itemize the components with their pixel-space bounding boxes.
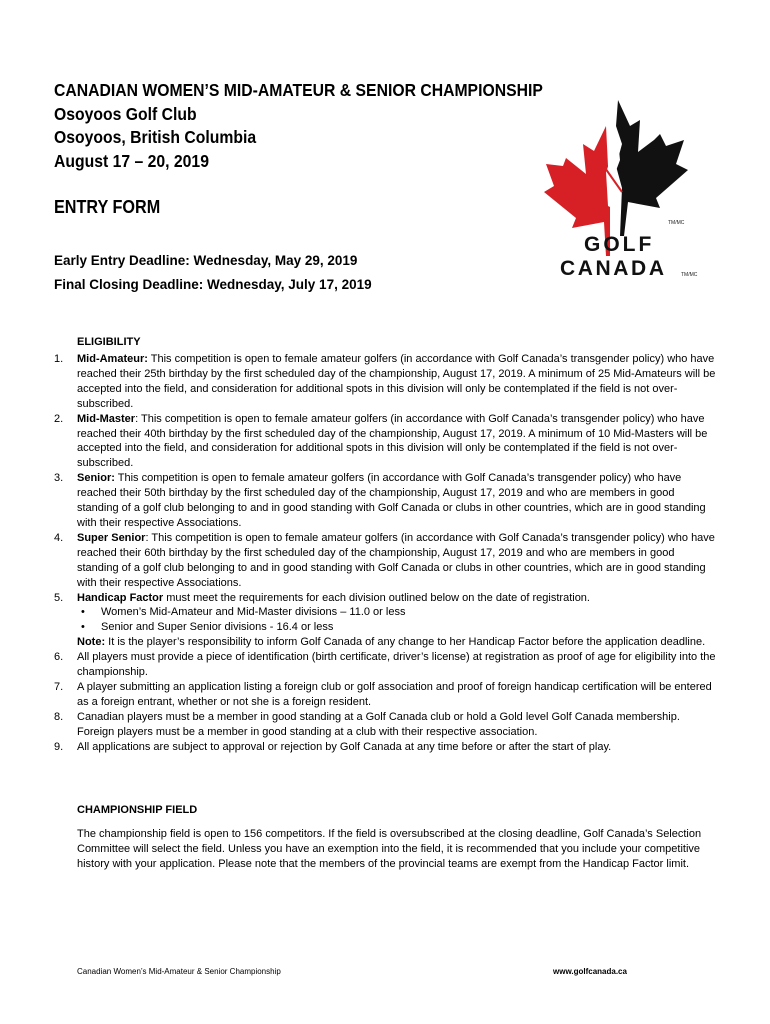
item-number: 5. <box>54 591 64 604</box>
handicap-note <box>54 635 719 650</box>
venue-location: Osoyoos, British Columbia <box>54 127 257 147</box>
bullet-dot: • <box>81 621 85 634</box>
eligibility-item <box>54 740 719 755</box>
item-number: 1. <box>54 353 64 365</box>
event-dates: August 17 – 20, 2019 <box>54 150 209 171</box>
eligibility-list <box>54 352 719 754</box>
item-text: : This competition is open to female amateur golfers (in accordance with Golf Canada’s transgender policy) who have reached their 60th birthday by the first scheduled day of the championship, August 17, 2019 and who are members in good standing of a golf club belonging to and in good standing with Golf Canada or clubs in other countries, which are in good standing with their respective Associations. <box>77 531 715 589</box>
item-number: 2. <box>54 412 64 425</box>
footer-website: www.golfcanada.ca <box>553 967 627 976</box>
eligibility-item <box>54 710 719 740</box>
note-text: It is the player’s responsibility to inform Golf Canada of any change to her Handicap Factor before the application deadline. <box>105 636 706 649</box>
deadlines <box>54 249 372 297</box>
item-text: This competition is open to female amateur golfers (in accordance with Golf Canada’s transgender policy) who have reached their 25th birthday by the first scheduled day of the championship, August 17, 2019. A minimum of 25 Mid-Amateurs will be accepted into the field, and consideration for additional spots in this division will only be contemplated if the field is not over-subscribed. <box>77 353 716 410</box>
eligibility-item <box>54 531 719 591</box>
bullet-text: Senior and Super Senior divisions - 16.4 or less <box>101 621 334 634</box>
bullet-dot: • <box>81 606 85 619</box>
note-lead: Note: <box>77 636 106 649</box>
item-number: 4. <box>54 531 64 544</box>
item-number: 7. <box>54 680 64 693</box>
eligibility-item <box>54 471 719 531</box>
item-text: A player submitting an application listing a foreign club or golf association and proof of foreign handicap certification will be entered as a foreign entrant, whether or not she is a foreign resident. <box>77 680 712 708</box>
item-text: must meet the requirements for each division outlined below on the date of registration. <box>163 591 590 604</box>
eligibility-item <box>54 650 719 680</box>
handicap-bullet <box>54 620 719 635</box>
item-number: 3. <box>54 472 64 485</box>
form-title: ENTRY FORM <box>54 197 161 217</box>
eligibility-item <box>54 412 719 472</box>
championship-title-block <box>54 79 543 173</box>
item-text: Canadian players must be a member in good standing at a Golf Canada club or hold a Gold level Golf Canada membership. Foreign players must be a member in good standing at a club with their respective association. <box>77 710 680 738</box>
final-closing-deadline: Final Closing Deadline: Wednesday, July 17, 2019 <box>54 277 372 292</box>
eligibility-item <box>54 680 719 710</box>
venue-name: Osoyoos Golf Club <box>54 103 197 124</box>
maple-leaf-black-half <box>616 100 688 236</box>
logo-word-canada: CANADA <box>560 257 667 280</box>
item-lead: Senior: <box>77 472 115 485</box>
item-lead: Mid-Master <box>77 412 136 425</box>
item-text: This competition is open to female amateur golfers (in accordance with Golf Canada’s transgender policy) who have reached their 50th birthday by the first scheduled day of the championship, August 17, 2019 and who are members in good standing of a golf club belonging to and in good standing with Golf Canada or clubs in other countries, which are in good standing with their respective Associations. <box>77 472 706 529</box>
item-lead: Super Senior <box>77 531 146 544</box>
item-lead: Mid-Amateur: <box>77 353 148 365</box>
early-entry-deadline: Early Entry Deadline: Wednesday, May 29, 2019 <box>54 253 358 268</box>
championship-field-heading: CHAMPIONSHIP FIELD <box>77 804 198 816</box>
footer-title: Canadian Women’s Mid-Amateur & Senior Championship <box>77 967 281 976</box>
championship-title: CANADIAN WOMEN’S MID-AMATEUR & SENIOR CHAMPIONSHIP <box>54 80 543 100</box>
bullet-text: Women’s Mid-Amateur and Mid-Master divisions – 11.0 or less <box>101 606 406 619</box>
eligibility-item <box>54 352 719 412</box>
logo-tm-mark: TM/MC <box>668 220 685 226</box>
item-lead: Handicap Factor <box>77 591 164 604</box>
championship-field-text: The championship field is open to 156 competitors. If the field is oversubscribed at the closing deadline, Golf Canada’s Selection Committee will select the field. Unless you have an exemption into the field, it is recommended that you include your competitive history with your application. Please note that the members of the provincial teams are exempt from the Handicap Factor limit. <box>77 828 702 870</box>
item-number: 8. <box>54 710 64 723</box>
eligibility-heading: ELIGIBILITY <box>77 336 141 348</box>
item-text: : This competition is open to female amateur golfers (in accordance with Golf Canada’s transgender policy) who have reached their 40th birthday by the first scheduled day of the championship, August 17, 2019. A minimum of 10 Mid-Masters will be accepted into the field, and consideration for additional spots in this division will only be contemplated if the field is not over-subscribed. <box>77 412 708 470</box>
item-text: All players must provide a piece of identification (birth certificate, driver’s license) at registration as proof of age for eligibility into the championship. <box>77 651 716 679</box>
logo-wordmark-tm: TM/MC <box>681 272 698 278</box>
item-number: 6. <box>54 651 64 664</box>
handicap-bullet <box>54 605 719 620</box>
item-number: 9. <box>54 740 64 753</box>
eligibility-item <box>54 591 719 606</box>
logo-word-golf: GOLF <box>584 233 655 256</box>
item-text: All applications are subject to approval or rejection by Golf Canada at any time before or after the start of play. <box>77 740 612 753</box>
